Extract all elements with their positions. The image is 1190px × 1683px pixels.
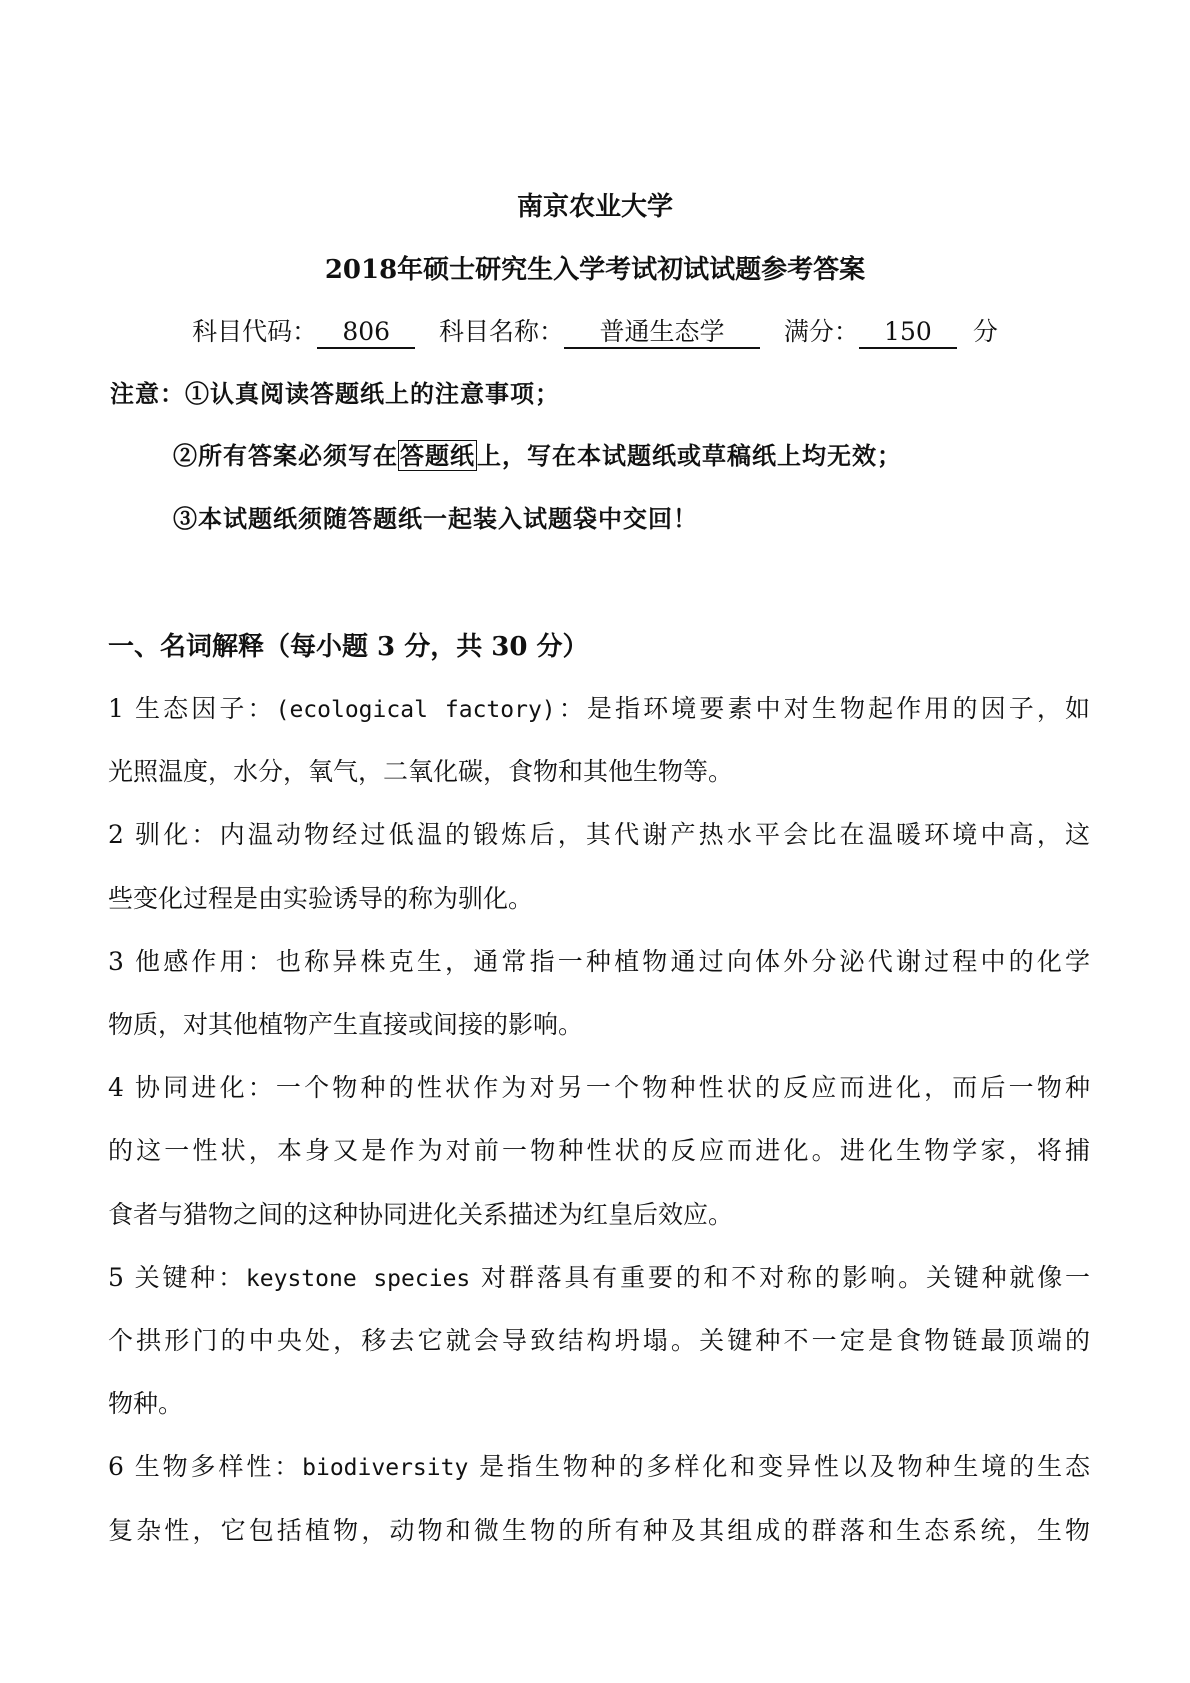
term-english: (ecological factory) xyxy=(275,697,556,723)
text-line xyxy=(108,1131,1090,1167)
notice-item-2 xyxy=(173,436,902,471)
line-text: 3 他感作用：也称异株克生，通常指一种植物通过向体外分泌代谢过程中的化学 xyxy=(108,946,1090,976)
subject-code-value: 806 xyxy=(317,317,415,349)
full-score-value: 150 xyxy=(859,317,957,349)
full-score-label: 满分： xyxy=(783,317,859,346)
text-line xyxy=(108,879,1090,915)
notice-text-2a: ②所有答案必须写在 xyxy=(173,441,398,470)
line-text: 对群落具有重要的和不对称的影响。关键种就像一 xyxy=(470,1262,1091,1292)
text-line xyxy=(108,1447,1090,1483)
university-name: 南京农业大学 xyxy=(516,192,673,222)
text-line xyxy=(108,1321,1090,1357)
line-text: ：是指环境要素中对生物起作用的因子，如 xyxy=(555,694,1090,723)
notice-item-3: ③本试题纸须随答题纸一起装入试题袋中交回！ xyxy=(173,504,698,533)
line-text: 光照温度，水分，氧气，二氧化碳，食物和其他生物等。 xyxy=(108,757,734,787)
line-text: 5 关键种： xyxy=(108,1262,246,1292)
line-text: 的这一性状，本身又是作为对前一物种性状的反应而进化。进化生物学家，将捕 xyxy=(108,1136,1090,1166)
text-line xyxy=(108,942,1090,978)
section-heading: 一、名词解释（每小题 3 分，共 30 分） xyxy=(108,632,589,662)
notice-prefix: 注意： xyxy=(110,379,185,408)
line-text: 是指生物种的多样化和变异性以及物种生境的生态 xyxy=(468,1452,1090,1482)
text-line xyxy=(108,752,1090,788)
text-line xyxy=(108,1384,1090,1420)
notice-text-2b: 上，写在本试题纸或草稿纸上均无效； xyxy=(477,441,902,470)
notice-item-1 xyxy=(110,374,560,409)
line-text: 4 协同进化：一个物种的性状作为对另一个物种性状的反应而进化，而后一物种 xyxy=(108,1073,1090,1103)
line-text: 复杂性，它包括植物，动物和微生物的所有种及其组成的群落和生态系统，生物 xyxy=(108,1515,1090,1545)
line-text: 1 生态因子： xyxy=(108,694,276,723)
notice-text-1: ①认真阅读答题纸上的注意事项； xyxy=(185,379,560,408)
text-line xyxy=(108,1258,1090,1294)
line-text: 6 生物多样性： xyxy=(108,1452,303,1482)
term-english: keystone species xyxy=(245,1265,471,1292)
subject-info xyxy=(0,312,1190,349)
line-text: 食者与猎物之间的这种协同进化关系描述为红皇后效应。 xyxy=(108,1199,734,1229)
subject-name-label: 科目名称： xyxy=(439,317,565,346)
document-title: 2018年硕士研究生入学考试初试试题参考答案 xyxy=(324,255,866,285)
line-text: 物质，对其他植物产生直接或间接的影响。 xyxy=(108,1010,584,1039)
text-line xyxy=(108,815,1090,851)
full-score-unit: 分 xyxy=(972,317,998,346)
text-line xyxy=(108,689,1090,725)
text-line xyxy=(108,1005,1090,1041)
line-text: 物种。 xyxy=(108,1389,184,1419)
subject-code-label: 科目代码： xyxy=(192,317,318,346)
subject-name-value: 普通生态学 xyxy=(564,317,760,349)
line-text: 个拱形门的中央处，移去它就会导致结构坍塌。关键种不一定是食物链最顶端的 xyxy=(108,1326,1090,1355)
text-line xyxy=(108,1068,1090,1104)
text-line xyxy=(108,1511,1090,1547)
line-text: 些变化过程是由实验诱导的称为驯化。 xyxy=(108,883,534,913)
line-text: 2 驯化：内温动物经过低温的锻炼后，其代谢产热水平会比在温暖环境中高，这 xyxy=(108,820,1090,850)
answer-sheet-box: 答题纸 xyxy=(400,441,475,470)
text-line xyxy=(108,1195,1090,1231)
term-english: biodiversity xyxy=(302,1455,469,1482)
